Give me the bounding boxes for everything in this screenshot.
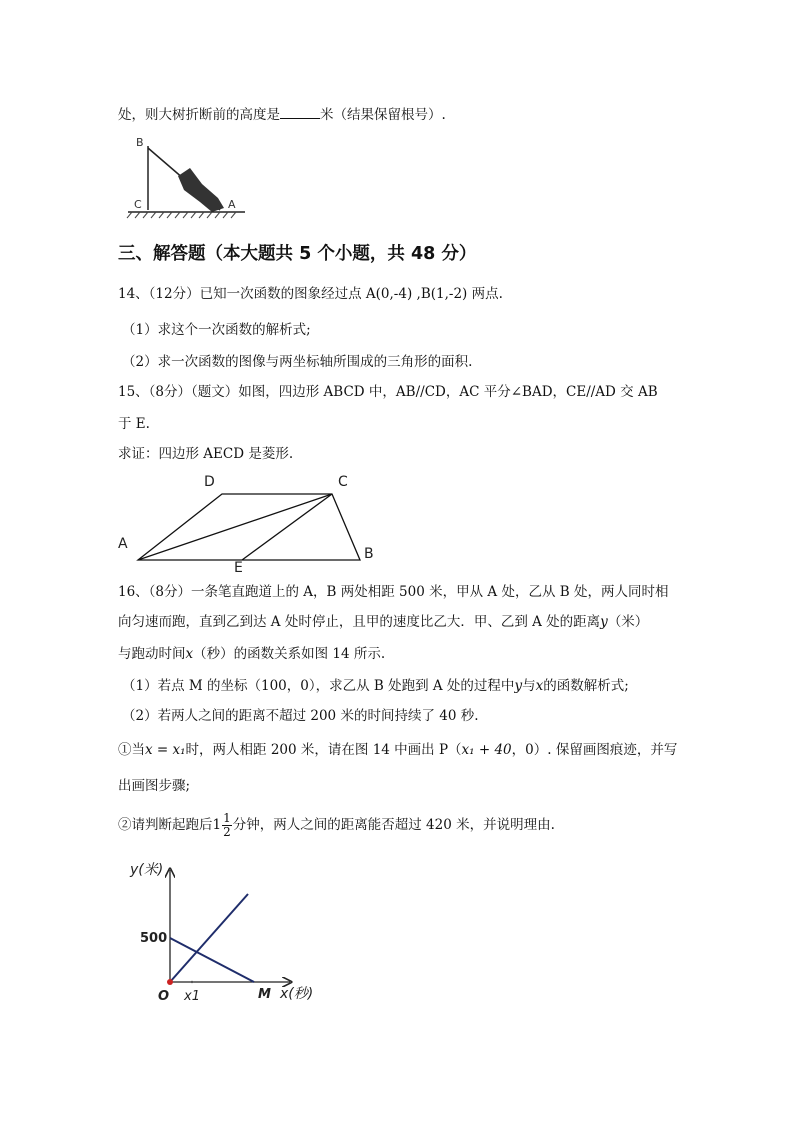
q16-line3-a: 与跑动时间 [118, 646, 186, 662]
q16-var-y: y [600, 614, 608, 630]
q15-line3: 求证：四边形 AECD 是菱形. [118, 446, 294, 462]
diagonal-ac [138, 494, 332, 560]
fraction-numerator: 1 [223, 811, 231, 825]
q14-part2: （2）求一次函数的图像与两坐标轴所围成的三角形的面积. [122, 354, 473, 370]
q15-line2: 于 E. [118, 416, 150, 432]
q16-part1-var-y: y [514, 678, 523, 694]
tree-label-a: A [228, 198, 236, 211]
answer-blank[interactable] [280, 104, 320, 119]
q16-line2 [118, 612, 648, 632]
line-yi [170, 938, 254, 982]
q13-tail [118, 104, 446, 125]
q16-line1: 16、（8分）一条笔直跑道上的 A，B 两处相距 500 米，甲从 A 处，乙从 B 处，两人同时相 [118, 584, 669, 600]
tree-foliage [178, 168, 224, 212]
q16-sub1-line2: 出画图步骤; [118, 778, 191, 794]
origin-label: O [158, 989, 170, 1004]
tree-figure [120, 132, 250, 222]
q16-sub2 [118, 812, 555, 839]
q15-line1: 15、（8分）（题文）如图，四边形 ABCD 中，AB//CD，AC 平分∠BAD，CE//AD 交 AB [118, 384, 658, 400]
segment-ce [242, 494, 332, 560]
line-jia [170, 894, 248, 982]
q16-sub1 [118, 740, 677, 760]
q16-part1-var-x: x [535, 678, 544, 694]
quad-label-d: D [204, 474, 215, 490]
tree-label-b: B [136, 136, 144, 149]
q16-sub2-b: 分钟，两人之间的距离能否超过 420 米，并说明理由. [232, 817, 555, 833]
q14-stem-a: 14、（12分）已知一次函数的图象经过点 A [118, 286, 376, 302]
q14-point-b: (1,-2) [430, 286, 468, 302]
q16-line3 [118, 644, 385, 664]
quad-label-e: E [234, 560, 243, 574]
quad-label-a: A [118, 536, 128, 552]
q14-stem-c: 两点. [467, 286, 503, 302]
q16-part1 [122, 676, 629, 696]
q16-sub2-fraction [222, 812, 232, 839]
tree-label-c: C [134, 198, 142, 211]
q16-sub2-a: ②请判断起跑后 [118, 817, 213, 833]
quad-abcd [138, 494, 360, 560]
q14-point-a: (0,-4) [375, 286, 413, 302]
y-tick-500: 500 [140, 931, 168, 946]
section3-heading: 三、解答题（本大题共 5 个小题，共 48 分） [118, 244, 477, 264]
q13-text-after: 米（结果保留根号）. [320, 107, 446, 123]
q16-sub2-whole: 1 [212, 817, 222, 833]
q13-text-before: 处，则大树折断前的高度是 [118, 107, 280, 123]
fraction-denominator: 2 [223, 825, 231, 839]
q14-part1: （1）求这个一次函数的解析式; [122, 322, 311, 338]
q16-line2-text: 向匀速而跑，直到乙到达 A 处时停止，且甲的速度比乙大．甲、乙到 A 处的距离 [118, 614, 601, 630]
q16-sub1-math: x = x₁ [145, 742, 186, 758]
q16-sub1-c: ，0）. 保留画图痕迹，并写 [511, 742, 678, 758]
origin-dot [167, 979, 173, 985]
q16-line3-b: （秒）的函数关系如图 14 所示. [193, 646, 386, 662]
q16-part1-b: 的函数解析式; [543, 678, 629, 694]
q16-sub1-math2: x₁ + 40 [461, 742, 512, 758]
q16-sub1-a: ①当 [118, 742, 145, 758]
m-label: M [258, 987, 271, 1002]
quadrilateral-figure [110, 468, 390, 574]
q16-var-x: x [185, 646, 194, 662]
quad-label-c: C [338, 474, 348, 490]
q16-part2: （2）若两人之间的距离不超过 200 米的时间持续了 40 秒. [122, 708, 479, 724]
distance-time-graph [120, 852, 340, 1012]
y-axis-label: y(米) [130, 862, 164, 878]
quad-label-b: B [364, 546, 374, 562]
q16-sub1-b: 时，两人相距 200 米，请在图 14 中画出 P（ [185, 742, 462, 758]
q14-stem [118, 284, 503, 304]
x1-tick-dot [191, 981, 193, 983]
q16-part1-a: （1）若点 M 的坐标（100，0），求乙从 B 处跑到 A 处的过程中 [122, 678, 515, 694]
q14-stem-b: ,B [412, 286, 431, 302]
x-axis-label: x(秒) [280, 986, 314, 1002]
ground-hatching [127, 212, 236, 218]
x1-label: x1 [184, 989, 200, 1004]
q16-part1-mid: 与 [522, 678, 536, 694]
q16-line2-end: （米） [607, 614, 649, 630]
